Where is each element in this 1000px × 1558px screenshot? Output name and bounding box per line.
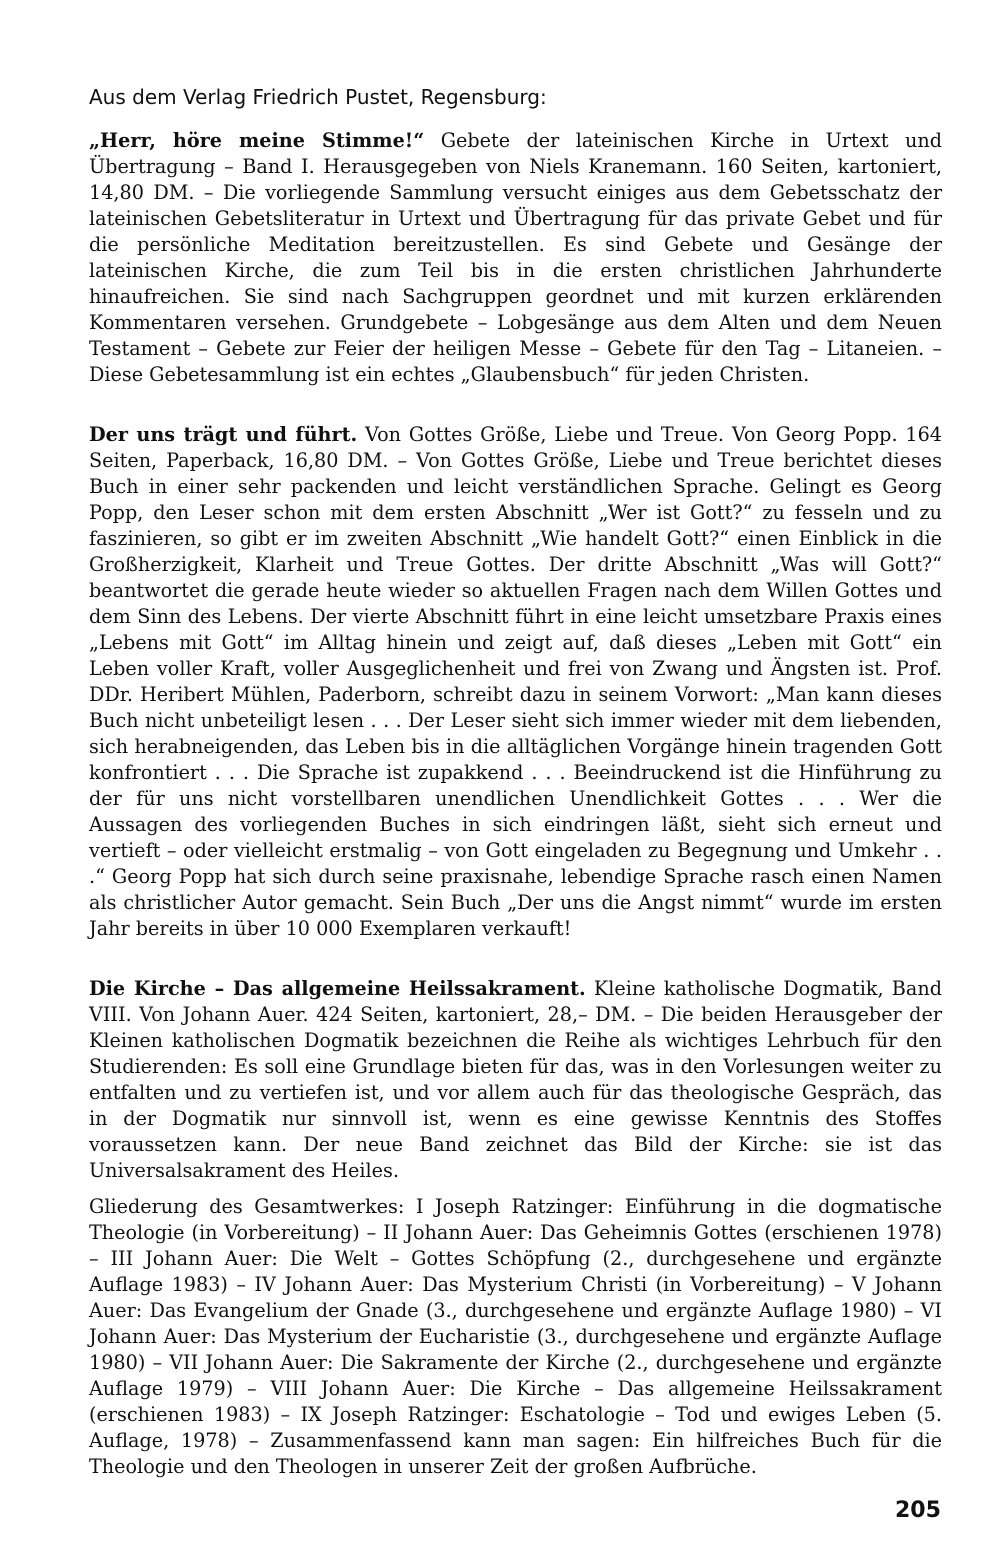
book-title: Der uns trägt und führt. bbox=[89, 423, 358, 446]
document-page bbox=[89, 84, 942, 1480]
book-entry-der-uns-traegt-und-fuehrt bbox=[89, 422, 942, 942]
book-description: Von Gottes Größe, Liebe und Treue. Von Georg Popp. 164 Seiten, Paperback, 16,80 DM. – Von Gottes Größe, Liebe und Treue berichtet dieses Buch in einer sehr packenden und leicht verständlichen Sprache. Gelingt es Georg Popp, den Leser schon mit dem ersten Abschnitt „Wer ist Gott?“ zu fesseln und zu faszinieren, so gibt er im zweiten Abschnitt „Wie handelt Gott?“ einen Einblick in die Großherzigkeit, Klarheit und Treue Gottes. Der dritte Abschnitt „Was will Gott?“ beantwortet die gerade heute wieder so aktuellen Fragen nach dem Willen Gottes und dem Sinn des Lebens. Der vierte Abschnitt führt in eine leicht umsetzbare Praxis eines „Lebens mit Gott“ im Alltag hinein und zeigt auf, daß dieses „Leben mit Gott“ ein Leben voller Kraft, voller Ausgeglichenheit und frei von Zwang und Ängsten ist. Prof. DDr. Heribert Mühlen, Paderborn, schreibt dazu in seinem Vorwort: „Man kann dieses Buch nicht unbeteiligt lesen . . . Der Leser sieht sich immer wieder mit dem liebenden, sich herabneigenden, das Leben bis in die alltäglichen Vorgänge hinein tragenden Gott konfrontiert . . . Die Sprache ist zupakkend . . . Beeindruckend ist die Hinführung zu der für uns nicht vorstellbaren unendlichen Unendlichkeit Gottes . . . Wer die Aussagen des vorliegenden Buches in sich eindringen läßt, sieht sich erneut und vertieft – oder vielleicht erstmalig – von Gott eingeladen zu Begegnung und Umkehr . . .“ Georg Popp hat sich durch seine praxisnahe, lebendige Sprache rasch einen Namen als christlicher Autor gemacht. Sein Buch „Der uns die Angst nimmt“ wurde im ersten Jahr bereits in über 10 000 Exemplaren verkauft! bbox=[89, 423, 942, 940]
series-structure-paragraph: Gliederung des Gesamtwerkes: I Joseph Ratzinger: Einführung in die dogmatische Theologie (in Vorbereitung) – II Johann Auer: Das Geheimnis Gottes (erschienen 1978) – III Johann Auer: Die Welt – Gottes Schöpfung (2., durchgesehene und ergänzte Auflage 1983) – IV Johann Auer: Das Mysterium Christi (in Vorbereitung) – V Johann Auer: Das Evangelium der Gnade (3., durchgesehene und ergänzte Auflage 1980) – VI Johann Auer: Das Mysterium der Eucharistie (3., durchgesehene und ergänzte Auflage 1980) – VII Johann Auer: Die Sakramente der Kirche (2., durchgesehene und ergänzte Auflage 1979) – VIII Johann Auer: Die Kirche – Das allgemeine Heilssakrament (erschienen 1983) – IX Joseph Ratzinger: Eschatologie – Tod und ewiges Leben (5. Auflage, 1978) – Zusammenfassend kann man sagen: Ein hilfreiches Buch für die Theologie und den Theologen in unserer Zeit der großen Aufbrüche. bbox=[89, 1195, 942, 1478]
book-entry-die-kirche bbox=[89, 976, 942, 1184]
page-number: 205 bbox=[895, 1498, 941, 1523]
book-title: „Herr, höre meine Stimme!“ bbox=[89, 129, 425, 152]
book-description: Kleine katholische Dogmatik, Band VIII. Von Johann Auer. 424 Seiten, kartoniert, 28,– DM. – Die beiden Herausgeber der Kleinen katholischen Dogmatik bezeichnen die Reihe als wichtiges Lehrbuch für den Studierenden: Es soll eine Grundlage bieten für das, was in den Vorlesungen weiter zu entfalten und zu vertiefen ist, und vor allem auch für das theologische Gespräch, das in der Dogmatik nur sinnvoll ist, wenn es eine gewisse Kenntnis des Stoffes voraussetzen kann. Der neue Band zeichnet das Bild der Kirche: sie ist das Universalsakrament des Heiles. bbox=[89, 977, 942, 1182]
publisher-line: Aus dem Verlag Friedrich Pustet, Regensburg: bbox=[89, 85, 547, 109]
book-entry-herr-hoere-meine-stimme bbox=[89, 128, 942, 388]
book-title: Die Kirche – Das allgemeine Heilssakrament. bbox=[89, 977, 586, 1000]
book-description: Gebete der lateinischen Kirche in Urtext und Übertragung – Band I. Herausgegeben von Niels Kranemann. 160 Seiten, kartoniert, 14,80 DM. – Die vorliegende Sammlung versucht einiges aus dem Gebetsschatz der lateinischen Gebetsliteratur in Urtext und Übertragung für das private Gebet und für die persönliche Meditation bereitzustellen. Es sind Gebete und Gesänge der lateinischen Kirche, die zum Teil bis in die ersten christlichen Jahrhunderte hinaufreichen. Sie sind nach Sachgruppen geordnet und mit kurzen erklärenden Kommentaren versehen. Grundgebete – Lobgesänge aus dem Alten und dem Neuen Testament – Gebete zur Feier der heiligen Messe – Gebete für den Tag – Litaneien. – Diese Gebetesammlung ist ein echtes „Glaubensbuch“ für jeden Christen. bbox=[89, 129, 942, 386]
